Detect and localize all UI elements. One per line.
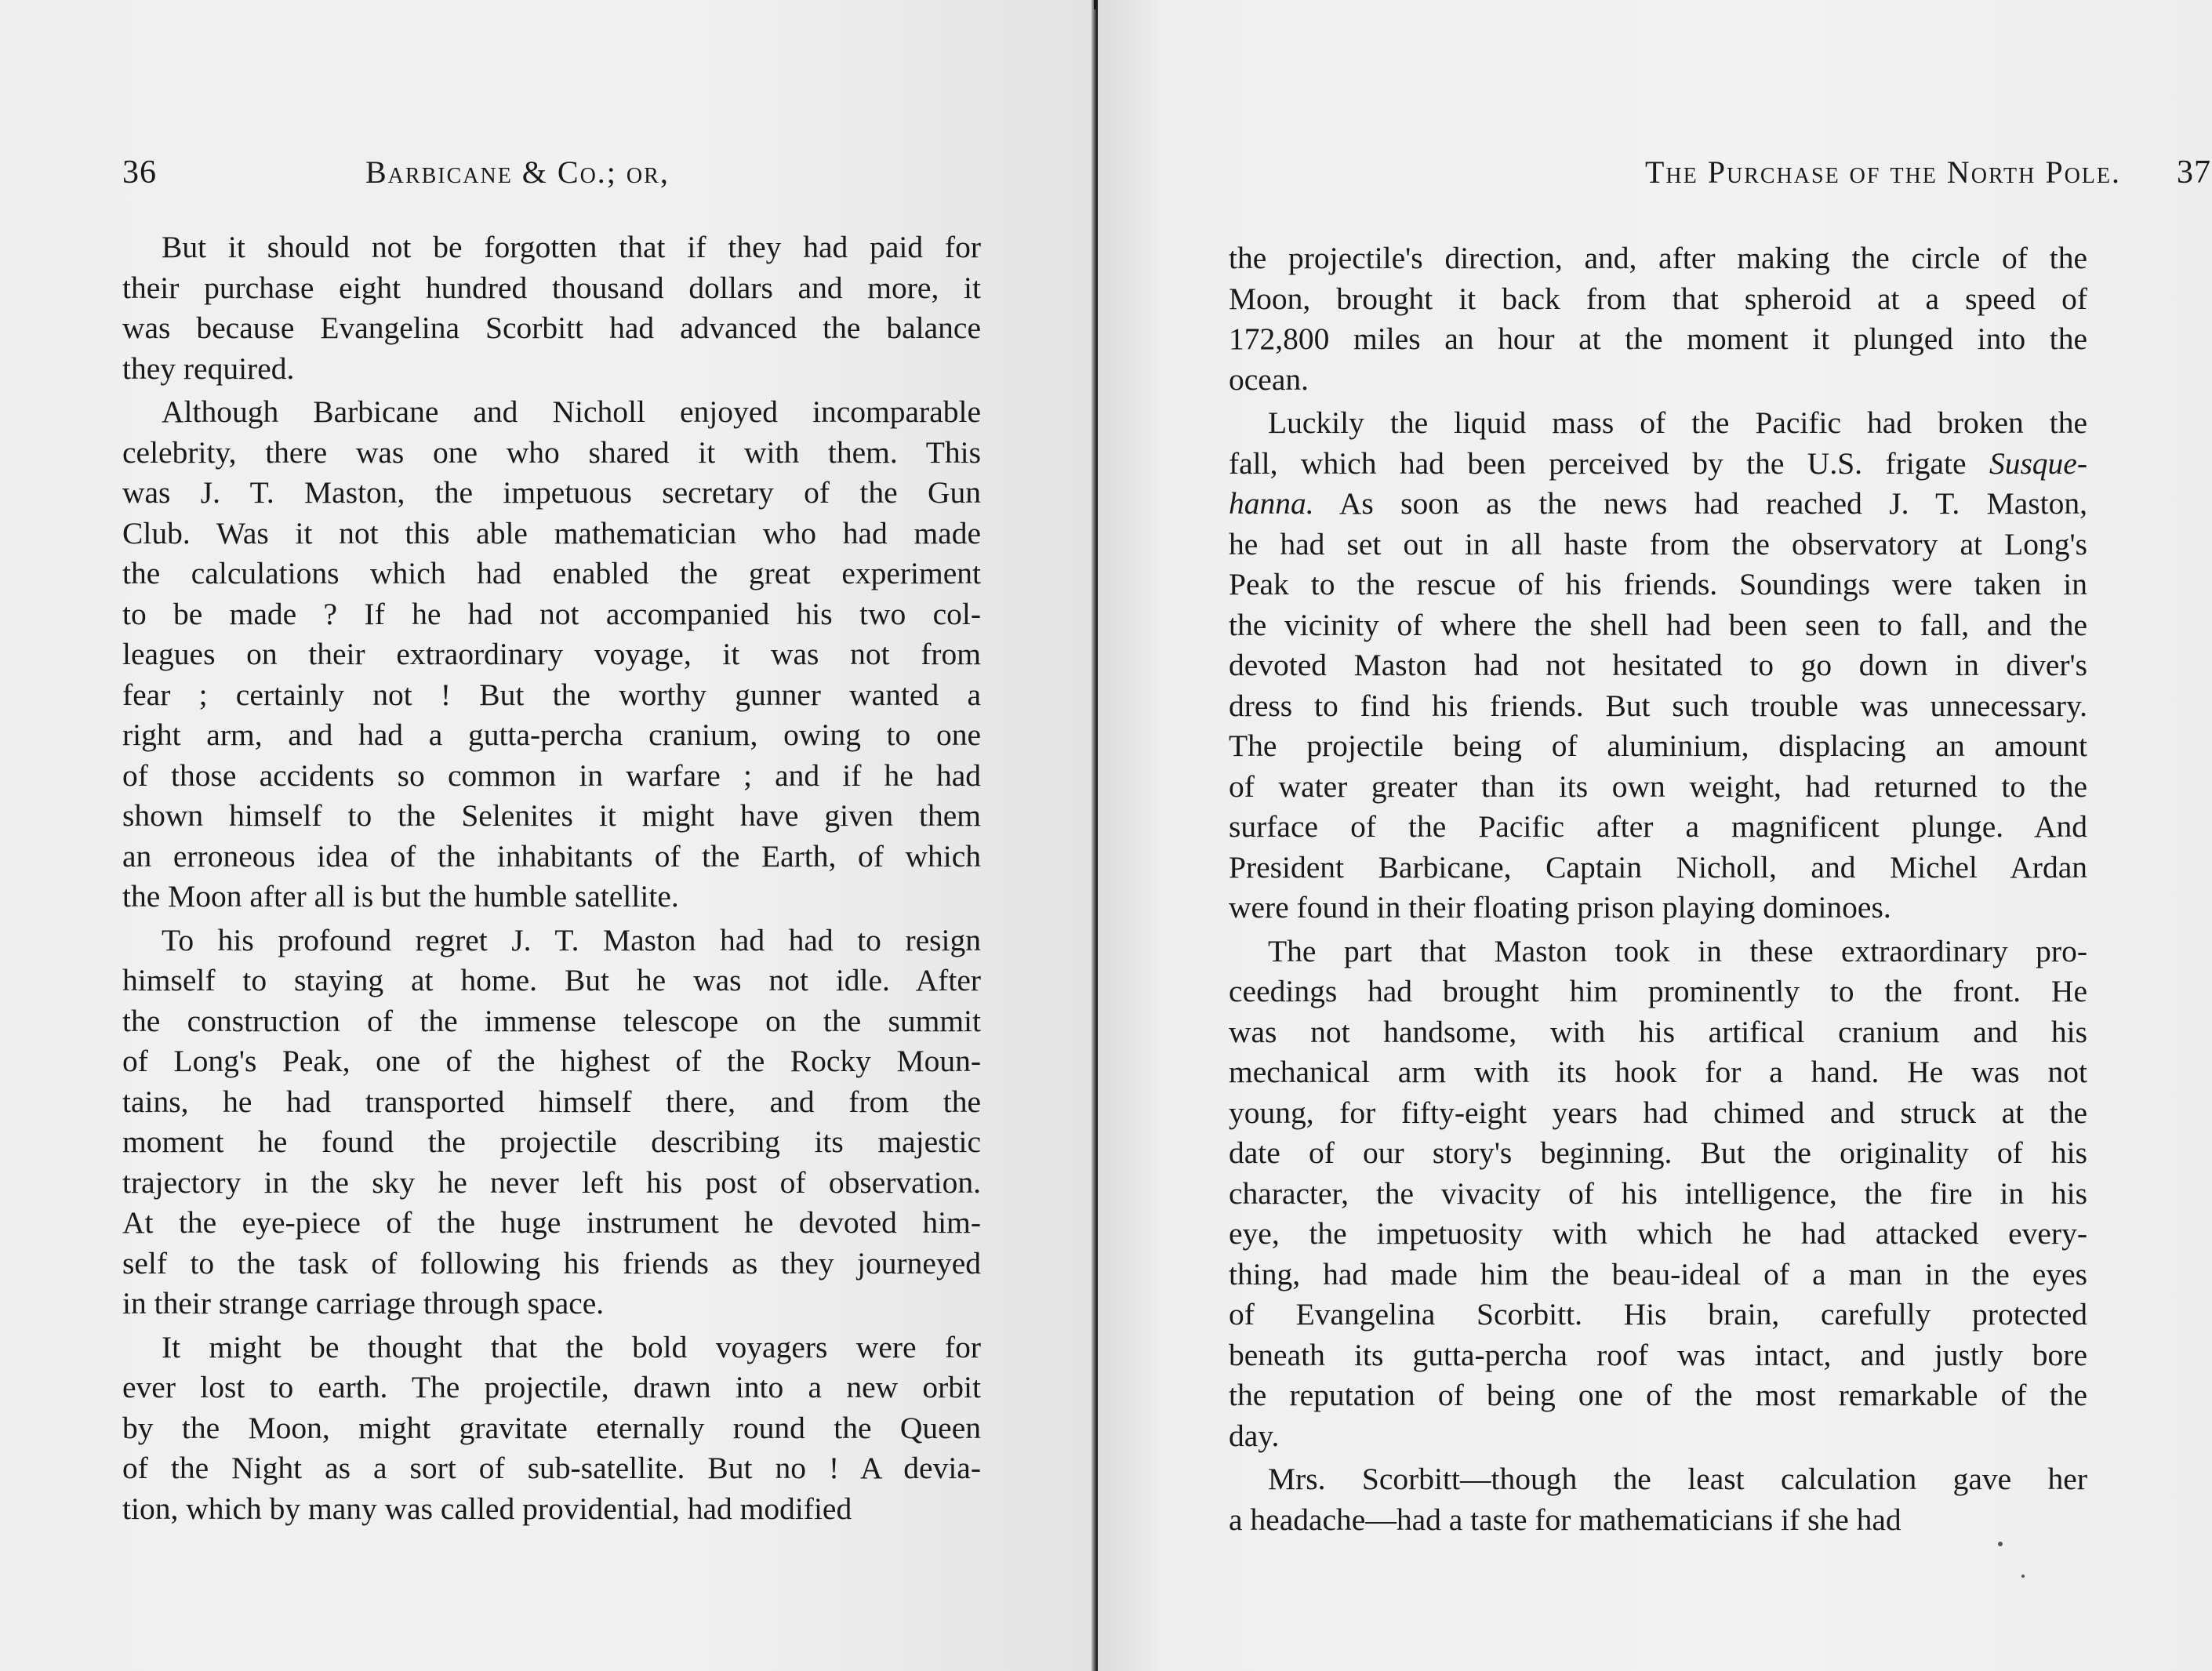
- text-line: mechanical arm with its hook for a hand. He was not: [1229, 1055, 2087, 1089]
- paragraph: [122, 921, 981, 1324]
- text-line: the reputation of being one of the most remarkable of the: [1229, 1378, 2087, 1412]
- text-line: of Evangelina Scorbitt. His brain, carefully protected: [1229, 1297, 2087, 1331]
- running-head-title: The Purchase of the North Pole.: [1644, 154, 2121, 190]
- text-line: right arm, and had a gutta-percha cranium, owing to one: [122, 717, 981, 752]
- text-line: the Moon after all is but the humble satellite.: [122, 879, 679, 914]
- text-line: Moon, brought it back from that spheroid at a speed of: [1229, 281, 2087, 316]
- text-line: trajectory in the sky he never left his post of observation.: [122, 1164, 981, 1200]
- text-line: dress to find his friends. But such trouble was unnecessary.: [1229, 688, 2087, 723]
- text-line: fear ; certainly not ! But the worthy gunner wanted a: [122, 677, 981, 712]
- text-line: the projectile's direction, and, after making the circle of the: [1229, 241, 2087, 275]
- text-line: by the Moon, might gravitate eternally round the Queen: [122, 1410, 981, 1445]
- text-line: ever lost to earth. The projectile, drawn into a new orbit: [122, 1370, 981, 1404]
- text-line: in their strange carriage through space.: [122, 1286, 605, 1320]
- paragraph: [122, 392, 981, 917]
- paragraph: [1229, 1459, 2087, 1540]
- text-line: of those accidents so common in warfare ; and if he had: [122, 757, 981, 793]
- text-line: they required.: [122, 351, 295, 386]
- paragraph: [122, 1328, 981, 1530]
- text-line: Although Barbicane and Nicholl enjoyed incomparable: [162, 394, 981, 429]
- text-line: leagues on their extraordinary voyage, it was not from: [122, 637, 981, 671]
- text-line: It might be thought that the bold voyagers were for: [162, 1329, 981, 1364]
- text-line: Mrs. Scorbitt—though the least calculation gave her: [1268, 1462, 2087, 1496]
- text-line: the calculations which had enabled the great experiment: [122, 556, 981, 590]
- text-line: their purchase eight hundred thousand dollars and more, it: [122, 270, 981, 305]
- right-running-head: [1353, 154, 2211, 201]
- text-line: devoted Maston had not hesitated to go down in diver's: [1229, 648, 2087, 682]
- paragraph: [1229, 932, 2087, 1457]
- text-line: character, the vivacity of his intelligence, the fire in his: [1229, 1175, 2087, 1211]
- text-line: were found in their floating prison playing dominoes.: [1229, 890, 1891, 924]
- text-line: To his profound regret J. T. Maston had had to resign: [162, 922, 981, 957]
- running-head-title: Barbicane & Co.; or,: [365, 154, 670, 190]
- text-line: he had set out in all haste from the observatory at Long's: [1229, 526, 2087, 561]
- paragraph: [122, 227, 981, 389]
- text-line: date of our story's beginning. But the originality of his: [1229, 1135, 2087, 1170]
- page-number: 37: [2177, 154, 2211, 191]
- text-line: self to the task of following his friends as they journeyed: [122, 1245, 981, 1280]
- paragraph: [1229, 238, 2087, 400]
- text-line: was not handsome, with his artifical cranium and his: [1229, 1014, 2087, 1049]
- text-line: President Barbicane, Captain Nicholl, and Michel Ardan: [1229, 849, 2087, 885]
- text-line: the vicinity of where the shell had been seen to fall, and the: [1229, 607, 2087, 642]
- right-body-text: [1229, 238, 2087, 1540]
- right-page: [1098, 0, 2212, 1671]
- text-line: tion, which by many was called providential, had modified: [122, 1491, 852, 1526]
- text-line: ocean.: [1229, 361, 1309, 397]
- text-line: himself to staying at home. But he was not idle. After: [122, 963, 981, 997]
- text-line: moment he found the projectile describing its majestic: [122, 1124, 981, 1159]
- text-line: young, for fifty-eight years had chimed and struck at the: [1229, 1095, 2087, 1130]
- text-line: The projectile being of aluminium, displacing an amount: [1229, 728, 2087, 763]
- paragraph: [1229, 403, 2087, 928]
- text-line: a headache—had a taste for mathematicians if she had: [1229, 1502, 1901, 1537]
- text-line: was J. T. Maston, the impetuous secretary of the Gun: [122, 475, 981, 510]
- text-line: an erroneous idea of the inhabitants of the Earth, of which: [122, 838, 981, 874]
- text-line: hanna. As soon as the news had reached J. T. Maston,: [1229, 486, 2087, 521]
- text-line: Club. Was it not this able mathematician who had made: [122, 515, 981, 550]
- text-line: thing, had made him the beau-ideal of a man in the eyes: [1229, 1256, 2087, 1291]
- left-running-head: [122, 154, 981, 201]
- print-speck: [2021, 1575, 2025, 1578]
- text-line: At the eye-piece of the huge instrument he devoted him-: [122, 1205, 981, 1240]
- left-body-text: [122, 227, 981, 1529]
- text-line: Peak to the rescue of his friends. Soundings were taken in: [1229, 567, 2087, 601]
- text-line: of the Night as a sort of sub-satellite. But no ! A devia-: [122, 1451, 981, 1485]
- text-line: day.: [1229, 1418, 1280, 1453]
- text-line: surface of the Pacific after a magnificent plunge. And: [1229, 809, 2087, 844]
- text-line: Luckily the liquid mass of the Pacific had broken the: [1268, 405, 2087, 440]
- text-line: of water greater than its own weight, had returned to the: [1229, 768, 2087, 804]
- left-page: [0, 0, 1091, 1671]
- text-line: beneath its gutta-percha roof was intact, and justly bore: [1229, 1337, 2087, 1372]
- print-speck: [1998, 1542, 2003, 1546]
- text-line: ceedings had brought him prominently to the front. He: [1229, 974, 2087, 1008]
- text-line: The part that Maston took in these extraordinary pro-: [1268, 933, 2087, 968]
- text-line: tains, he had transported himself there, and from the: [122, 1084, 981, 1119]
- text-line: was because Evangelina Scorbitt had advanced the balance: [122, 311, 981, 345]
- text-line: 172,800 miles an hour at the moment it plunged into the: [1229, 321, 2087, 356]
- text-line: eye, the impetuosity with which he had attacked every-: [1229, 1216, 2087, 1251]
- text-line: celebrity, there was one who shared it with them. This: [122, 434, 981, 470]
- text-line: to be made ? If he had not accompanied his two col-: [122, 596, 981, 631]
- text-line: fall, which had been perceived by the U.S. frigate Susque-: [1229, 445, 2087, 481]
- text-line: shown himself to the Selenites it might have given them: [122, 798, 981, 833]
- text-line: the construction of the immense telescope on the summit: [122, 1003, 981, 1038]
- text-line: But it should not be forgotten that if they had paid for: [162, 230, 981, 264]
- page-number: 36: [122, 154, 157, 191]
- text-line: of Long's Peak, one of the highest of the Rocky Moun-: [122, 1044, 981, 1078]
